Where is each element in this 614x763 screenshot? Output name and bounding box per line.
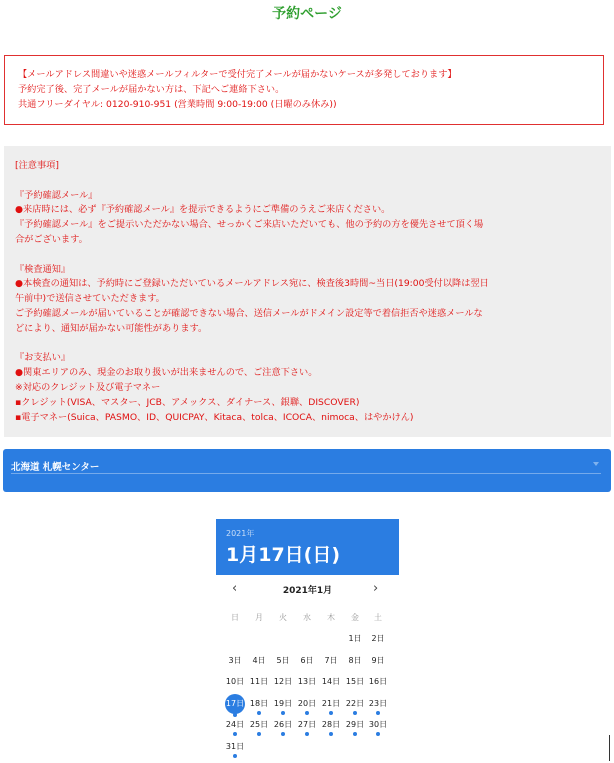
page-title: 予約ページ — [272, 6, 342, 22]
weekday-label: 木 — [327, 613, 335, 622]
notice-text: ▪電子マネー(Suica、PASMO、ID、QUICPAY、Kitaca、tolca、ICOCA、nimoca、はやかけん) — [15, 411, 414, 423]
alert-line: 共通フリーダイヤル: 0120-910-951 (営業時間 9:00-19:00 (日曜のみ休み)) — [18, 99, 337, 110]
availability-dot-icon — [305, 711, 309, 715]
calendar-day[interactable]: 5日 — [276, 656, 290, 665]
notice-payment-title: 『お支払い』 — [15, 352, 71, 364]
notice-heading: [注意事項] — [15, 160, 59, 171]
date-picker — [216, 519, 399, 763]
calendar-day[interactable]: 14日 — [321, 677, 341, 686]
mail-delivery-alert — [4, 55, 604, 125]
availability-dot-icon — [329, 732, 333, 736]
weekday-label: 月 — [255, 613, 263, 622]
calendar-day[interactable]: 26日 — [273, 716, 293, 734]
calendar-day[interactable]: 19日 — [273, 695, 293, 713]
notice-text: 『予約確認メール』をご提示いただかない場合、せっかくご来店いただいても、他の予約の方を優先させて頂く場 — [15, 219, 484, 231]
center-select-value: 北海道 札幌センター — [11, 462, 100, 473]
notice-text: どにより、通知が届かない可能性があります。 — [15, 322, 208, 334]
calendar-day[interactable]: 1日 — [348, 634, 362, 643]
notice-text: ご予約確認メールが届いていることが確認できない場合、送信メールがドメイン設定等で着信拒否や迷惑メールな — [15, 307, 483, 319]
notice-result-title: 『検査通知』 — [15, 263, 71, 275]
notice-text: ※対応のクレジット及び電子マネー — [15, 381, 161, 393]
chevron-left-icon[interactable]: ‹ — [232, 581, 238, 596]
calendar-day[interactable]: 18日 — [249, 695, 269, 713]
select-underline — [11, 473, 601, 474]
calendar-day[interactable]: 30日 — [368, 716, 388, 734]
selected-date: 1月17日(日) — [226, 544, 341, 566]
alert-line: 予約完了後、完了メールが届かない方は、下記へご連絡下さい。 — [18, 84, 285, 95]
selected-year[interactable]: 2021年 — [226, 529, 255, 538]
availability-dot-icon — [257, 732, 261, 736]
calendar-day[interactable]: 25日 — [249, 716, 269, 734]
date-picker-header — [216, 519, 399, 575]
chevron-right-icon[interactable]: › — [373, 581, 379, 596]
calendar-day[interactable]: 11日 — [249, 677, 269, 686]
calendar-day[interactable]: 8日 — [348, 656, 362, 665]
calendar-day[interactable]: 20日 — [297, 695, 317, 713]
availability-dot-icon — [281, 732, 285, 736]
weekday-label: 日 — [231, 613, 239, 622]
calendar-day[interactable]: 21日 — [321, 695, 341, 713]
calendar-day[interactable]: 29日 — [345, 716, 365, 734]
calendar-day[interactable]: 9日 — [371, 656, 385, 665]
calendar-day[interactable]: 4日 — [252, 656, 266, 665]
notice-text: ▪クレジット(VISA、マスター、JCB、アメックス、ダイナース、銀聯、DISCOVER) — [15, 396, 360, 408]
weekday-label: 土 — [374, 613, 382, 622]
notice-panel — [4, 146, 611, 437]
availability-dot-icon — [376, 732, 380, 736]
calendar-day[interactable]: 17日 — [225, 694, 245, 714]
availability-dot-icon — [353, 711, 357, 715]
chevron-down-icon[interactable] — [593, 462, 599, 466]
alert-line: 【メールアドレス間違いや迷惑メールフィルターで受付完了メールが届かないケースが多発しております】 — [18, 69, 457, 80]
calendar-day[interactable]: 7日 — [324, 656, 338, 665]
notice-mail-title: 『予約確認メール』 — [15, 189, 98, 201]
divider — [609, 735, 610, 761]
calendar-day[interactable]: 13日 — [297, 677, 317, 686]
availability-dot-icon — [281, 711, 285, 715]
weekday-label: 火 — [279, 613, 287, 622]
calendar-day[interactable]: 31日 — [225, 738, 245, 756]
notice-text: 午前中)で送信させていただきます。 — [15, 293, 165, 305]
calendar-day[interactable]: 12日 — [273, 677, 293, 686]
calendar-day[interactable]: 22日 — [345, 695, 365, 713]
notice-text: ●関東エリアのみ、現金のお取り扱いが出来ませんので、ご注意下さい。 — [15, 367, 318, 379]
availability-dot-icon — [233, 732, 237, 736]
center-select[interactable] — [3, 449, 611, 492]
calendar-day[interactable]: 3日 — [228, 656, 242, 665]
calendar-day[interactable]: 10日 — [225, 677, 245, 686]
calendar-day[interactable]: 24日 — [225, 716, 245, 734]
weekday-label: 金 — [351, 613, 359, 622]
calendar-day[interactable]: 2日 — [371, 634, 385, 643]
availability-dot-icon — [329, 711, 333, 715]
availability-dot-icon — [376, 711, 380, 715]
notice-text: 合がございます。 — [15, 233, 88, 245]
calendar-day[interactable]: 28日 — [321, 716, 341, 734]
availability-dot-icon — [353, 732, 357, 736]
weekday-label: 水 — [303, 613, 311, 622]
notice-text: ●本検査の通知は、予約時にご登録いただいているメールアドレス宛に、検査後3時間~当日(19:00受付以降は翌日 — [15, 278, 489, 290]
calendar-day[interactable]: 15日 — [345, 677, 365, 686]
notice-text: ●来店時には、必ず『予約確認メール』を提示できるようにご準備のうえご来店ください。 — [15, 204, 391, 216]
availability-dot-icon — [233, 754, 237, 758]
month-nav — [216, 579, 399, 599]
availability-dot-icon — [305, 732, 309, 736]
calendar-day[interactable]: 16日 — [368, 677, 388, 686]
calendar-day[interactable]: 27日 — [297, 716, 317, 734]
calendar-day[interactable]: 23日 — [368, 695, 388, 713]
availability-dot-icon — [257, 711, 261, 715]
calendar-day[interactable]: 6日 — [300, 656, 314, 665]
month-label[interactable]: 2021年1月 — [282, 586, 333, 596]
